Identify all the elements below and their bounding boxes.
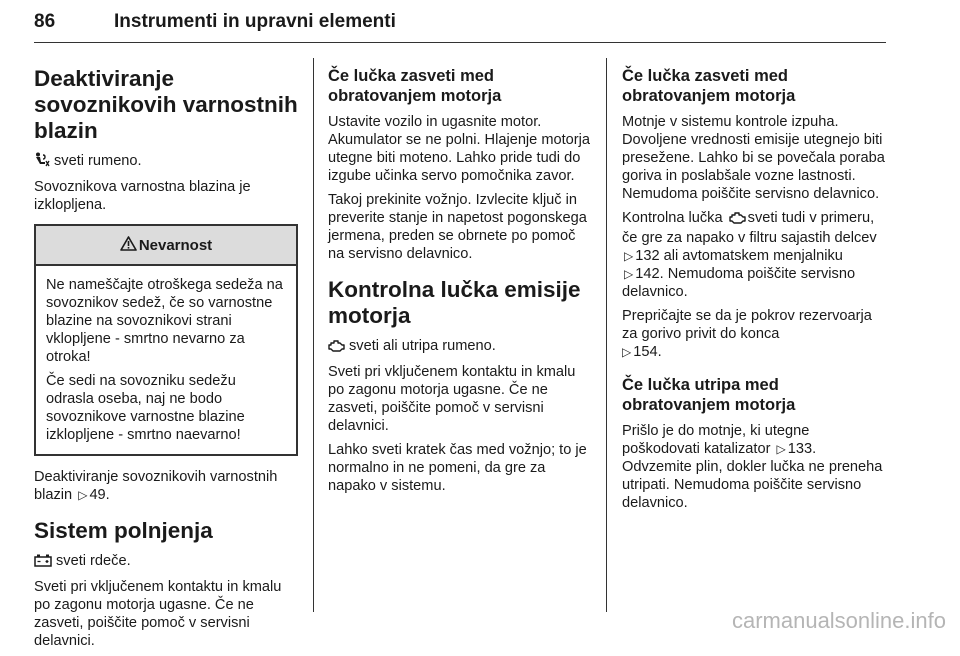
running-title: Instrumenti in upravni elementi <box>114 11 396 32</box>
filter-text-start: Kontrolna lučka <box>622 210 723 226</box>
filter-reference-1: 132 ali avtomatskem menjalniku <box>635 248 843 264</box>
warning-text-2: Če sedi na sovozniku sedežu odrasla oseba, naj ne bodo sovoznikove varnostne blazine izklopljene - smrtno naevarno! <box>46 373 245 443</box>
page-reference-icon: ▷ <box>624 267 634 281</box>
column-divider <box>313 58 314 612</box>
battery-para-2: Takoj prekinite vožnjo. Izvlecite ključ in preverite stanje in napetost pogonskega jermena, preden se obrnete po pomoč na servisno delavnico. <box>328 192 587 262</box>
fuel-cap-text: Prepričajte se da je pokrov rezervoarja za gorivo privit do konca <box>622 308 872 342</box>
filter-text-end: Nemudoma poiščite servisno delavnico. <box>622 266 856 300</box>
column-divider <box>606 58 607 612</box>
charging-status-line <box>34 552 298 572</box>
airbag-reference <box>34 468 298 504</box>
emission-para-2: Lahko sveti kratek čas med vožnjo; to je normalno in ne pomeni, da gre za napako v sistemu. <box>328 442 587 494</box>
column-right <box>622 50 886 518</box>
catalyst-para <box>622 422 886 512</box>
emission-fault-para: Motnje v sistemu kontrole izpuha. Dovoljene vrednosti emisije utegnejo biti presežene. Lahko bi se povečala poraba goriva in poslabšale vozne lastnosti. Nemudoma poiščite servisno delavnico. <box>622 114 885 202</box>
fuel-cap-para <box>622 307 886 361</box>
warning-title: Nevarnost <box>138 236 213 254</box>
airbag-off-icon <box>34 152 50 172</box>
page-reference-icon: ▷ <box>622 345 632 359</box>
emission-heading: Kontrolna lučka emisije motorja <box>328 277 581 328</box>
charging-status: sveti rdeče. <box>56 553 131 569</box>
battery-icon <box>34 554 52 572</box>
catalyst-text-end: Odvzemite plin, dokler lučka ne preneha utripati. Nemudoma poiščite servisno delavnico. <box>622 459 883 511</box>
emission-para-1: Sveti pri vključenem kontaktu in kmalu po zagonu motorja ugasne. Če ne zasveti, poiščite pomoč v servisni delavnici. <box>328 364 576 434</box>
charging-heading: Sistem polnjenja <box>34 518 213 543</box>
airbag-desc: Sovoznikova varnostna blazina je izklopljena. <box>34 179 251 213</box>
page-number: 86 <box>34 11 56 32</box>
emission-filter-para <box>622 209 886 301</box>
watermark: carmanualsonline.info <box>731 608 946 633</box>
warning-box <box>34 224 298 456</box>
warning-text-1: Ne nameščajte otroškega sedeža na sovoznikov sedež, če so varnostne blazine na sovoznikovi strani vklopljene - smrtno nevarno za otroka! <box>46 277 283 365</box>
warning-triangle-icon <box>120 236 137 255</box>
fuel-cap-reference: 154. <box>633 344 662 360</box>
battery-para-1: Ustavite vozilo in ugasnite motor. Akumulator se ne polni. Hlajenje motorja utegne biti moteno. Lahko pride tudi do izgube učinka servo pomočnika zavor. <box>328 114 591 184</box>
column-left <box>34 50 298 656</box>
filter-reference-2: 142. <box>635 266 664 282</box>
airbag-status: sveti rumeno. <box>54 153 142 169</box>
emission-lights-heading: Če lučka zasveti med obratovanjem motorja <box>622 67 796 105</box>
engine-check-icon <box>729 211 746 229</box>
page-reference-icon: ▷ <box>776 442 786 456</box>
catalyst-reference: 133. <box>787 441 817 457</box>
warning-body <box>36 266 296 454</box>
emission-status: sveti ali utripa rumeno. <box>349 338 496 354</box>
page-reference-icon: ▷ <box>78 488 88 502</box>
airbag-heading: Deaktiviranje sovoznikovih varnostnih blazin <box>34 66 298 143</box>
emission-status-line <box>328 337 592 357</box>
flashing-light-heading: Če lučka utripa med obratovanjem motorja <box>622 376 796 414</box>
reference-text: Deaktiviranje sovoznikovih varnostnih blazin <box>34 469 278 503</box>
charging-desc: Sveti pri vključenem kontaktu in kmalu po zagonu motorja ugasne. Če ne zasveti, poiščite pomoč v servisni delavnici. <box>34 579 282 649</box>
page-reference-icon: ▷ <box>624 249 634 263</box>
catalyst-text: Prišlo je do motnje, ki utegne poškodovati katalizator <box>622 423 810 457</box>
engine-check-icon <box>328 339 345 357</box>
reference-page: 49. <box>89 487 110 503</box>
airbag-status-line <box>34 152 298 172</box>
filter-text-mid: sveti tudi v primeru, če gre za napako v filtru sajastih delcev <box>622 210 877 246</box>
warning-header <box>36 226 296 266</box>
page-header <box>34 8 886 43</box>
battery-lights-heading: Če lučka zasveti med obratovanjem motorja <box>328 67 502 105</box>
column-middle <box>328 50 592 501</box>
